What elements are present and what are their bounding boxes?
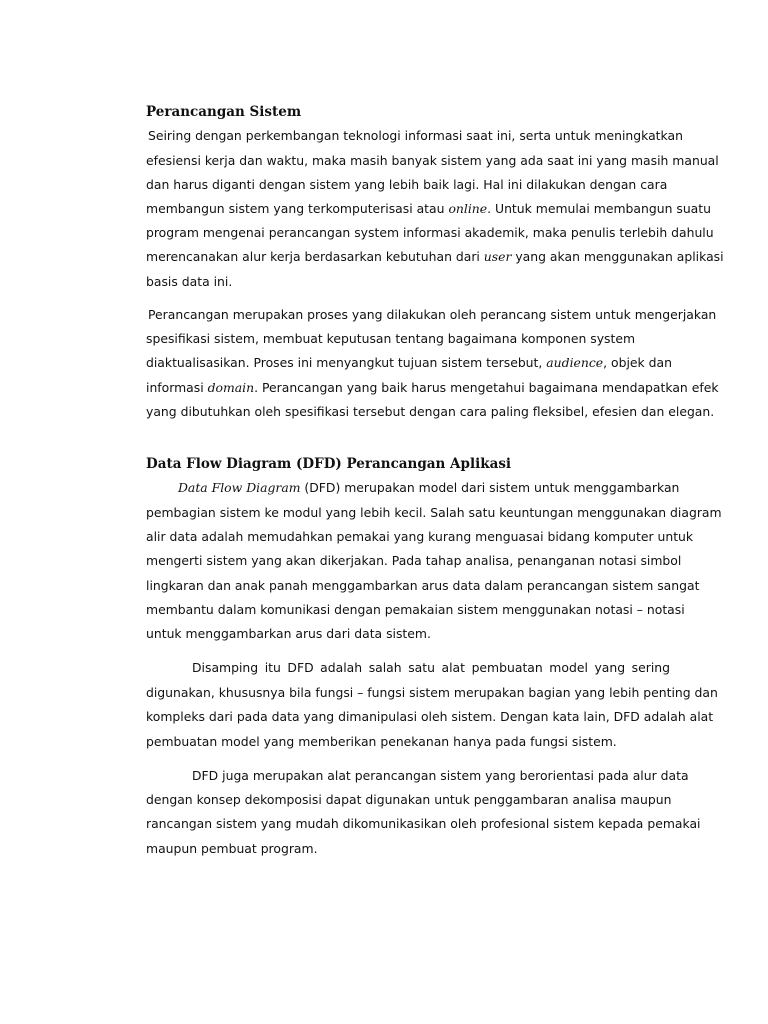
text-line: alir data adalah memudahkan pemakai yang kurang menguasai bidang komputer untuk xyxy=(146,529,694,544)
text-line: kompleks dari pada data yang dimanipulasi oleh sistem. Dengan kata lain, DFD adalah alat xyxy=(146,709,714,724)
text-line: pembuatan model yang memberikan penekanan hanya pada fungsi sistem. xyxy=(146,734,617,749)
text-line: dan harus diganti dengan sistem yang lebih baik lagi. Hal ini dilakukan dengan cara xyxy=(146,177,668,192)
text-line: Disamping itu DFD adalah salah satu alat pembuatan model yang sering xyxy=(192,660,670,675)
text-line: informasi domain. Perancangan yang baik harus mengetahui bagaimana mendapatkan efek xyxy=(146,380,719,395)
text-line: membangun sistem yang terkomputerisasi atau online. Untuk memulai membangun suatu xyxy=(146,201,711,216)
text-line: mengerti sistem yang akan dikerjakan. Pada tahap analisa, penanganan notasi simbol xyxy=(146,553,682,568)
text-line: merencanakan alur kerja berdasarkan kebutuhan dari user yang akan menggunakan aplikasi xyxy=(146,249,724,264)
text-line: spesifikasi sistem, membuat keputusan tentang bagaimana komponen system xyxy=(146,331,636,346)
text-line: pembagian sistem ke modul yang lebih kecil. Salah satu keuntungan menggunakan diagram xyxy=(146,505,722,520)
text-line: lingkaran dan anak panah menggambarkan arus data dalam perancangan sistem sangat xyxy=(146,578,700,593)
text-line: dengan konsep dekomposisi dapat digunakan untuk penggambaran analisa maupun xyxy=(146,792,672,807)
text-line: DFD juga merupakan alat perancangan sistem yang berorientasi pada alur data xyxy=(192,768,689,783)
text-line: maupun pembuat program. xyxy=(146,841,318,856)
text-line: efesiensi kerja dan waktu, maka masih banyak sistem yang ada saat ini yang masih manual xyxy=(146,153,719,168)
text-line: basis data ini. xyxy=(146,274,233,289)
text-line: diaktualisasikan. Proses ini menyangkut tujuan sistem tersebut, audience, objek dan xyxy=(146,355,672,370)
text-line: yang dibutuhkan oleh spesifikasi tersebut dengan cara paling fleksibel, efesien dan elegan. xyxy=(146,404,715,419)
text-line: Seiring dengan perkembangan teknologi informasi saat ini, serta untuk meningkatkan xyxy=(148,128,683,143)
text-line: digunakan, khususnya bila fungsi – fungsi sistem merupakan bagian yang lebih penting dan xyxy=(146,685,718,700)
text-line: untuk menggambarkan arus dari data sistem. xyxy=(146,626,431,641)
text-line: membantu dalam komunikasi dengan pemakaian sistem menggunakan notasi – notasi xyxy=(146,602,685,617)
section-heading-dfd: Data Flow Diagram (DFD) Perancangan Aplikasi xyxy=(146,456,512,472)
text-line: Perancangan merupakan proses yang dilakukan oleh perancang sistem untuk mengerjakan xyxy=(148,307,717,322)
section-heading-perancangan-sistem: Perancangan Sistem xyxy=(146,104,302,120)
text-line: Data Flow Diagram (DFD) merupakan model dari sistem untuk menggambarkan xyxy=(178,480,680,495)
text-line: program mengenai perancangan system informasi akademik, maka penulis terlebih dahulu xyxy=(146,225,714,240)
text-line: rancangan sistem yang mudah dikomunikasikan oleh profesional sistem kepada pemakai xyxy=(146,816,701,831)
